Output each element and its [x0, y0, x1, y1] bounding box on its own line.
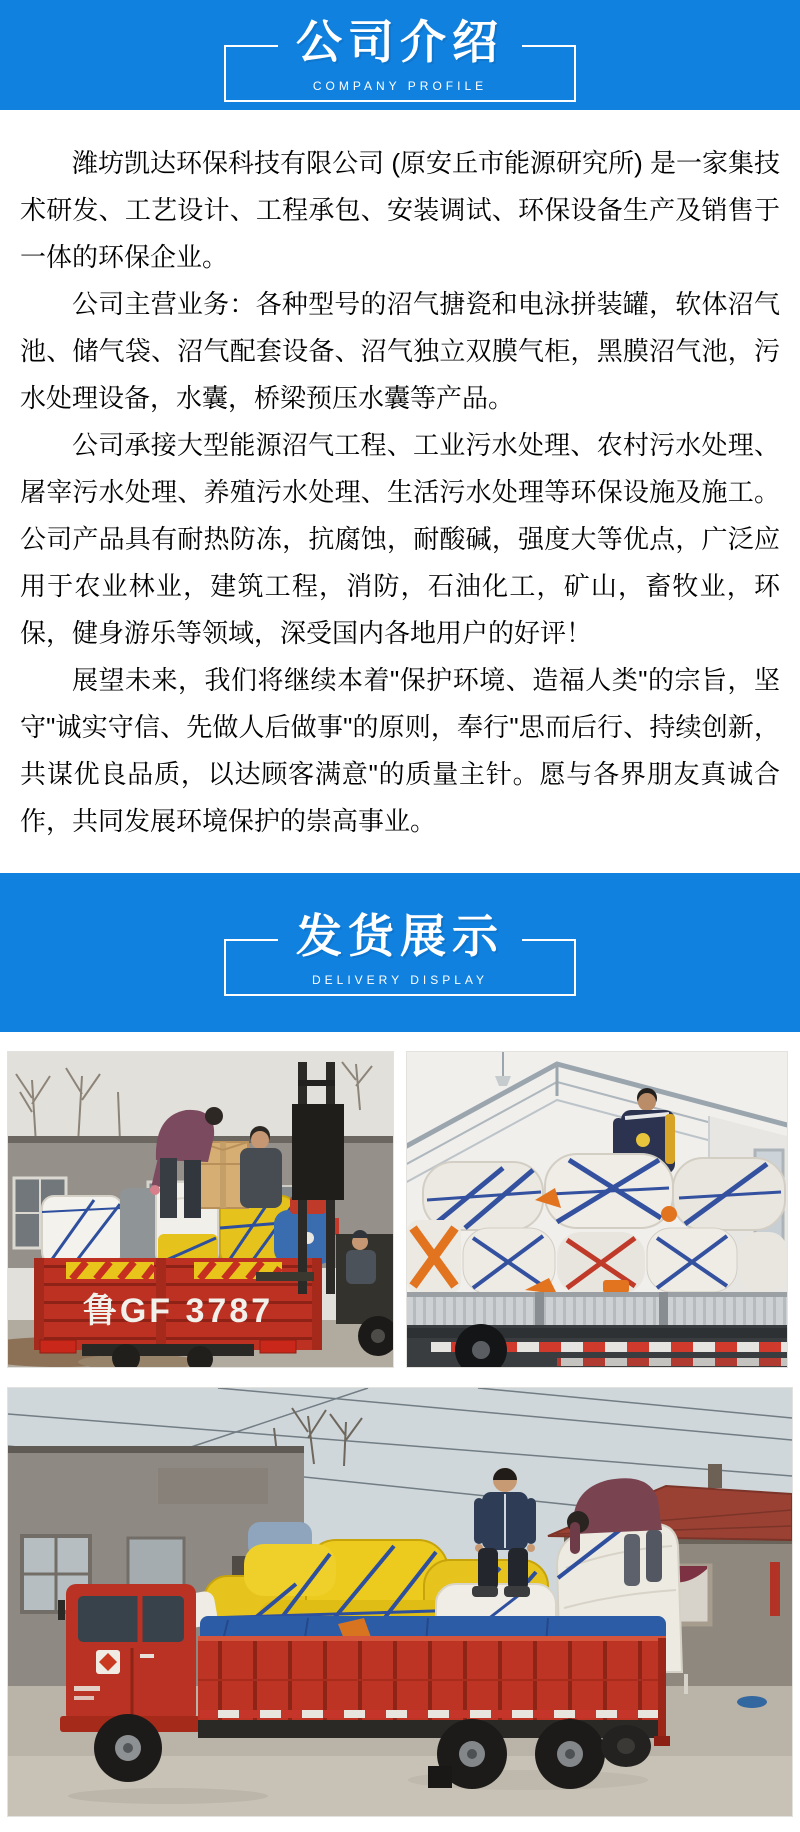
photo-row — [8, 1052, 792, 1367]
section-subtitle-company-profile: COMPANY PROFILE — [312, 79, 488, 93]
photo-illustration — [8, 1052, 393, 1367]
section-title-delivery-display — [0, 911, 800, 962]
section-title-text: 公司介绍 — [278, 17, 522, 68]
side-mirror — [58, 1600, 65, 1620]
company-intro-text — [0, 110, 800, 873]
intro-paragraph-1: 潍坊凯达环保科技有限公司 (原安丘市能源研究所) 是一家集技术研发、工艺设计、工程承包、安装调试、环保设备生产及销售于一体的环保企业。 — [20, 148, 780, 272]
company-profile-banner — [0, 0, 800, 110]
tail-light — [260, 1340, 296, 1353]
mud-flap — [428, 1766, 452, 1788]
section-title-text: 发货展示 — [278, 911, 522, 962]
reflective-stripe — [200, 1710, 664, 1718]
photo-loading-truck-with-forklift — [8, 1052, 393, 1367]
photo-illustration — [407, 1052, 787, 1367]
section-subtitle-delivery-display: DELIVERY DISPLAY — [311, 973, 489, 987]
photo-warehouse-truck-loaded — [407, 1052, 787, 1367]
intro-paragraph-2: 公司主营业务：各种型号的沼气搪瓷和电泳拼装罐，软体沼气池、储气袋、沼气配套设备、沼气独立双膜气柜，黑膜沼气池，污水处理设备，水囊，桥梁预压水囊等产品。 — [20, 289, 780, 413]
photo-loaded-truck-panorama — [8, 1388, 792, 1816]
intro-paragraph-4: 展望未来，我们将继续本着"保护环境、造福人类"的宗旨，坚守"诚实守信、先做人后做事"的原则，奉行"思而后行、持续创新，共谋优良品质，以达顾客满意"的质量主针。愿与各界朋友真诚合作，共同发展环境保护的崇高事业。 — [20, 665, 780, 836]
tail-light — [40, 1340, 76, 1353]
license-plate: 鲁GF 3787 — [82, 1292, 274, 1330]
wrapped-bundles — [407, 1154, 787, 1294]
red-couplet — [770, 1562, 780, 1616]
truck-bed — [198, 1636, 670, 1746]
intro-paragraph-3: 公司承接大型能源沼气工程、工业污水处理、农村污水处理、屠宰污水处理、养殖污水处理、生活污水处理等环保设施及施工。公司产品具有耐热防冻，抗腐蚀，耐酸碱，强度大等优点，广泛应用于农业林业，建筑工程，消防，石油化工，矿山，畜牧业，环保，健身游乐等领域，深受国内各地用户的好评！ — [20, 430, 780, 648]
delivery-photos — [0, 1032, 800, 1831]
delivery-display-banner — [0, 873, 800, 1032]
truck-cab — [58, 1584, 200, 1732]
truck-side — [407, 1292, 787, 1367]
blue-basin — [737, 1696, 767, 1708]
section-title-company-profile — [0, 17, 800, 68]
photo-illustration — [8, 1388, 792, 1816]
